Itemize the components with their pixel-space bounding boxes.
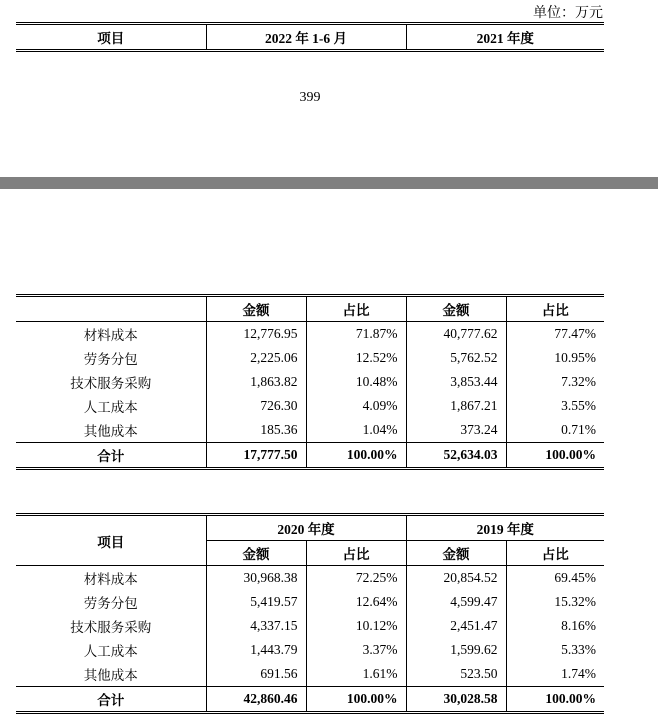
unit-label: 单位：万元 <box>533 6 603 21</box>
cell-ratio: 0.71% <box>506 418 604 443</box>
cell-amount: 726.30 <box>206 394 306 418</box>
total-amount: 42,860.46 <box>206 687 306 713</box>
row-item: 技术服务采购 <box>70 620 152 635</box>
header-period-b: 2021 年度 <box>406 24 604 51</box>
table1-period-header <box>16 22 604 52</box>
col-ratio-b: 占比 <box>506 296 604 322</box>
row-item: 其他成本 <box>83 424 138 439</box>
cell-ratio: 10.12% <box>306 614 406 638</box>
table-row <box>16 590 604 614</box>
total-amount: 30,028.58 <box>406 687 506 713</box>
cell-ratio: 1.04% <box>306 418 406 443</box>
table-row <box>16 418 604 443</box>
total-row <box>16 687 604 713</box>
col-ratio-a: 占比 <box>306 296 406 322</box>
cell-amount: 20,854.52 <box>406 566 506 591</box>
cell-amount: 373.24 <box>406 418 506 443</box>
total-row <box>16 443 604 469</box>
cell-ratio: 15.32% <box>506 590 604 614</box>
col-ratio-b: 占比 <box>506 541 604 566</box>
table1 <box>16 294 604 470</box>
cell-ratio: 10.95% <box>506 346 604 370</box>
cell-ratio: 69.45% <box>506 566 604 591</box>
row-item: 技术服务采购 <box>70 376 152 391</box>
row-item: 劳务分包 <box>83 352 138 367</box>
table2 <box>16 513 604 714</box>
row-item: 材料成本 <box>83 328 138 343</box>
cell-ratio: 71.87% <box>306 322 406 347</box>
cell-ratio: 3.37% <box>306 638 406 662</box>
cell-amount: 2,451.47 <box>406 614 506 638</box>
cell-amount: 691.56 <box>206 662 306 687</box>
table-row <box>16 662 604 687</box>
total-label: 合计 <box>97 449 125 464</box>
cell-ratio: 12.64% <box>306 590 406 614</box>
header-period-a: 2022 年 1-6 月 <box>206 24 406 51</box>
table-row <box>16 638 604 662</box>
cell-amount: 1,443.79 <box>206 638 306 662</box>
table-row <box>16 566 604 591</box>
col-amount-a: 金额 <box>206 541 306 566</box>
cell-ratio: 3.55% <box>506 394 604 418</box>
cell-amount: 1,867.21 <box>406 394 506 418</box>
total-amount: 52,634.03 <box>406 443 506 469</box>
cell-amount: 2,225.06 <box>206 346 306 370</box>
total-amount: 17,777.50 <box>206 443 306 469</box>
cell-ratio: 72.25% <box>306 566 406 591</box>
cell-ratio: 10.48% <box>306 370 406 394</box>
cell-amount: 185.36 <box>206 418 306 443</box>
cell-amount: 1,863.82 <box>206 370 306 394</box>
col-amount-a: 金额 <box>206 296 306 322</box>
cell-amount: 3,853.44 <box>406 370 506 394</box>
table1-col-header-row <box>16 296 604 322</box>
col-amount-b: 金额 <box>406 296 506 322</box>
cell-ratio: 5.33% <box>506 638 604 662</box>
table-row <box>16 322 604 347</box>
table-row <box>16 614 604 638</box>
table2-header-period-a: 2020 年度 <box>206 515 406 541</box>
row-item: 人工成本 <box>83 400 138 415</box>
table-row <box>16 394 604 418</box>
cell-amount: 12,776.95 <box>206 322 306 347</box>
cell-ratio: 1.74% <box>506 662 604 687</box>
col-ratio-a: 占比 <box>306 541 406 566</box>
page-number: 399 <box>299 90 321 105</box>
table2-header-item: 项目 <box>16 515 206 566</box>
cell-amount: 40,777.62 <box>406 322 506 347</box>
table2-header-period-b: 2019 年度 <box>406 515 604 541</box>
header-item: 项目 <box>97 31 125 46</box>
cell-ratio: 1.61% <box>306 662 406 687</box>
cell-ratio: 8.16% <box>506 614 604 638</box>
total-ratio: 100.00% <box>306 687 406 713</box>
total-ratio: 100.00% <box>306 443 406 469</box>
cell-ratio: 77.47% <box>506 322 604 347</box>
col-amount-b: 金额 <box>406 541 506 566</box>
cell-amount: 5,762.52 <box>406 346 506 370</box>
row-item: 其他成本 <box>83 668 138 683</box>
page-break-bar <box>0 177 658 189</box>
cell-amount: 4,599.47 <box>406 590 506 614</box>
row-item: 劳务分包 <box>83 596 138 611</box>
row-item: 人工成本 <box>83 644 138 659</box>
cell-amount: 1,599.62 <box>406 638 506 662</box>
cell-amount: 4,337.15 <box>206 614 306 638</box>
cell-amount: 5,419.57 <box>206 590 306 614</box>
cell-amount: 30,968.38 <box>206 566 306 591</box>
total-ratio: 100.00% <box>506 443 604 469</box>
row-item: 材料成本 <box>83 572 138 587</box>
total-label: 合计 <box>97 693 125 708</box>
cell-ratio: 12.52% <box>306 346 406 370</box>
total-ratio: 100.00% <box>506 687 604 713</box>
cell-amount: 523.50 <box>406 662 506 687</box>
cell-ratio: 7.32% <box>506 370 604 394</box>
table-row <box>16 346 604 370</box>
cell-ratio: 4.09% <box>306 394 406 418</box>
table-row <box>16 370 604 394</box>
